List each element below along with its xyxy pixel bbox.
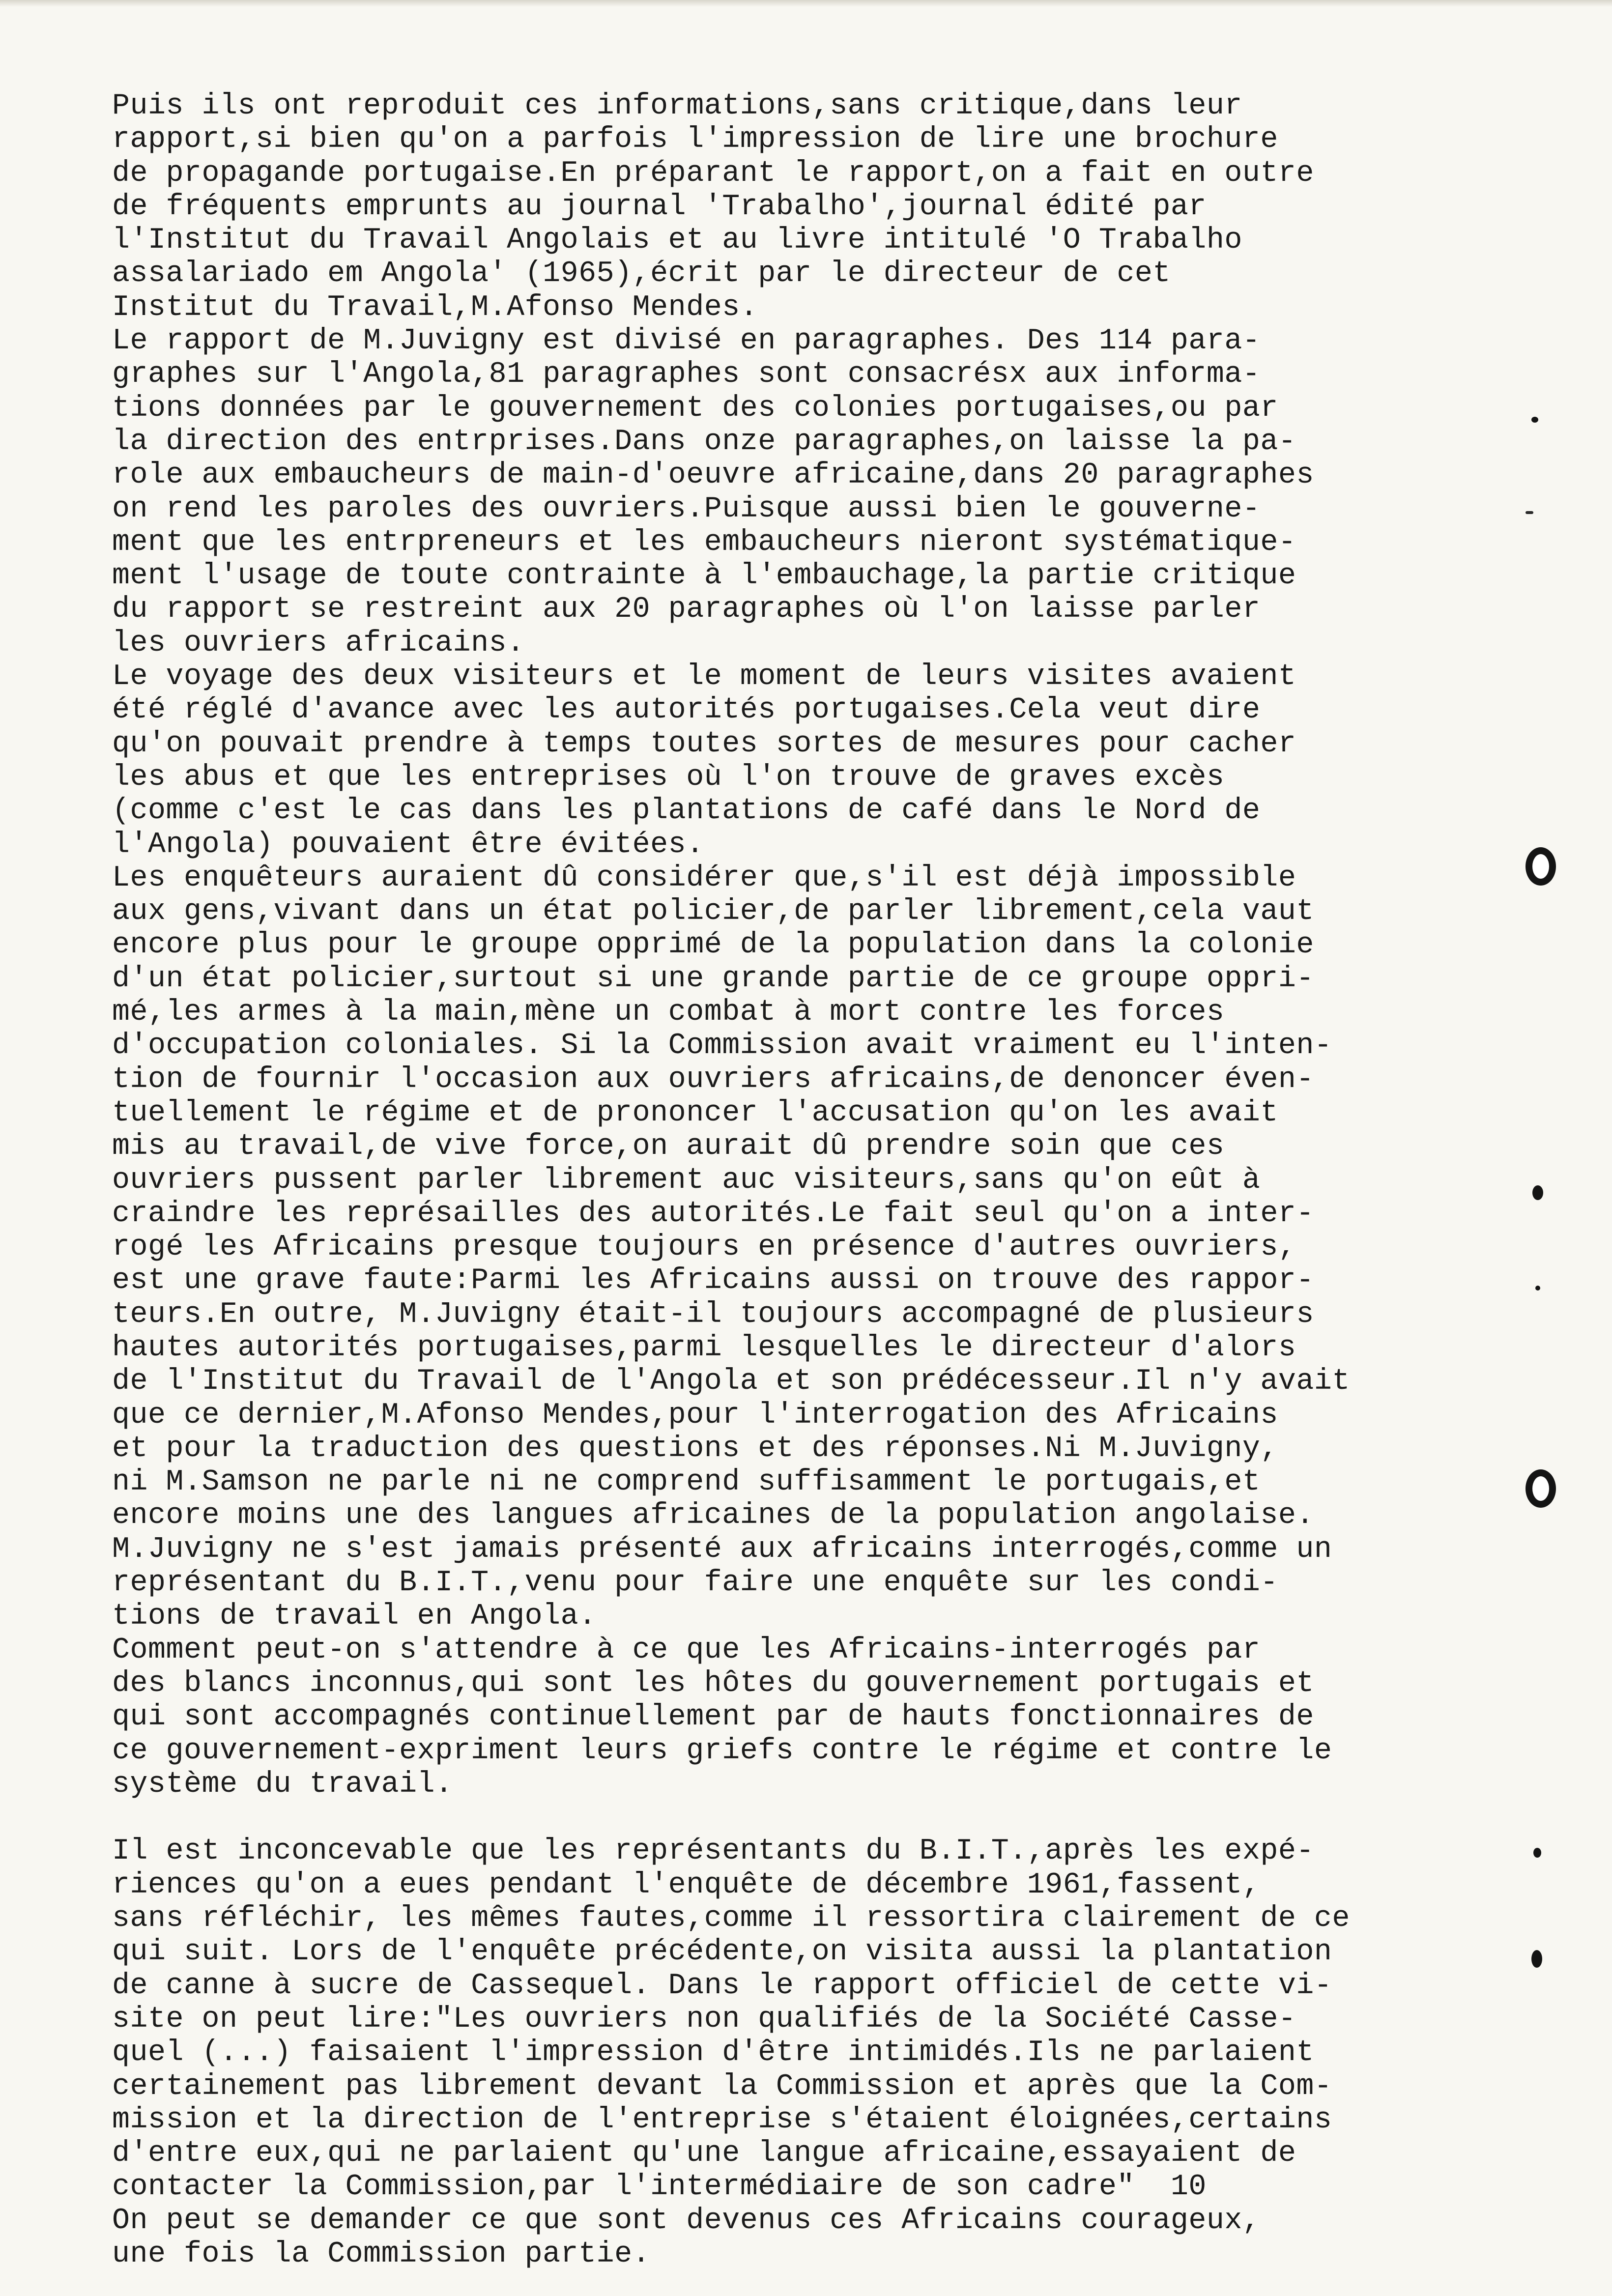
- text-line: Le voyage des deux visiteurs et le moment de leurs visites avaient: [112, 660, 1296, 694]
- text-line: Puis ils ont reproduit ces informations,sans critique,dans leur: [112, 89, 1242, 123]
- text-line: Le rapport de M.Juvigny est divisé en paragraphes. Des 114 para-: [112, 324, 1261, 358]
- text-line: qui suit. Lors de l'enquête précédente,on visita aussi la plantation: [112, 1935, 1332, 1969]
- blank-line: [112, 1801, 1483, 1835]
- text-line: tuellement le régime et de prononcer l'accusation qu'on les avait: [112, 1096, 1278, 1130]
- text-line: rapport,si bien qu'on a parfois l'impression de lire une brochure: [112, 123, 1278, 157]
- text-line: site on peut lire:"Les ouvriers non qualifiés de la Société Casse-: [112, 2002, 1296, 2036]
- text-line: les abus et que les entreprises où l'on trouve de graves excès: [112, 760, 1225, 794]
- text-line: la direction des entrprises.Dans onze paragraphes,on laisse la pa-: [112, 425, 1296, 459]
- text-line: graphes sur l'Angola,81 paragraphes sont consacrésx aux informa-: [112, 358, 1261, 392]
- text-line: Comment peut-on s'attendre à ce que les Africains-interrogés par: [112, 1633, 1261, 1667]
- text-line: certainement pas librement devant la Commission et après que la Com-: [112, 2069, 1332, 2103]
- text-line: de canne à sucre de Cassequel. Dans le rapport officiel de cette vi-: [112, 1969, 1332, 2003]
- text-line: M.Juvigny ne s'est jamais présenté aux africains interrogés,comme un: [112, 1532, 1332, 1566]
- margin-dot: [1533, 1848, 1541, 1858]
- text-line: est une grave faute:Parmi les Africains aussi on trouve des rappor-: [112, 1264, 1314, 1298]
- text-line: une fois la Commission partie.: [112, 2238, 651, 2271]
- margin-dot: [1532, 1185, 1543, 1200]
- text-line: mis au travail,de vive force,on aurait dû prendre soin que ces: [112, 1130, 1225, 1164]
- margin-tick: [1526, 511, 1533, 514]
- text-line: l'Angola) pouvaient être évitées.: [112, 828, 704, 861]
- text-line: Il est inconcevable que les représentants du B.I.T.,après les expé-: [112, 1835, 1314, 1868]
- text-line: contacter la Commission,par l'intermédiaire de son cadre" 10: [112, 2170, 1207, 2204]
- text-line: craindre les représailles des autorités.Le fait seul qu'on a inter-: [112, 1197, 1314, 1231]
- text-line: mé,les armes à la main,mène un combat à mort contre les forces: [112, 996, 1225, 1030]
- text-line: on rend les paroles des ouvriers.Puisque aussi bien le gouverne-: [112, 492, 1261, 526]
- text-line: tions de travail en Angola.: [112, 1600, 597, 1634]
- text-line: tion de fournir l'occasion aux ouvriers africains,de denoncer éven-: [112, 1062, 1314, 1096]
- text-line: aux gens,vivant dans un état policier,de parler librement,cela vaut: [112, 895, 1314, 929]
- text-line: hautes autorités portugaises,parmi lesquelles le directeur d'alors: [112, 1331, 1296, 1365]
- text-line: ce gouvernement-expriment leurs griefs contre le régime et contre le: [112, 1734, 1332, 1768]
- text-line: ni M.Samson ne parle ni ne comprend suffisamment le portugais,et: [112, 1465, 1261, 1499]
- text-line: Les enquêteurs auraient dû considérer que,s'il est déjà impossible: [112, 861, 1296, 895]
- text-line: assalariado em Angola' (1965),écrit par le directeur de cet: [112, 257, 1171, 291]
- text-line: On peut se demander ce que sont devenus ces Africains courageux,: [112, 2204, 1261, 2238]
- text-line: de propagande portugaise.En préparant le rapport,on a fait en outre: [112, 156, 1314, 190]
- page-top-edge: [0, 0, 1612, 7]
- text-line: role aux embaucheurs de main-d'oeuvre africaine,dans 20 paragraphes: [112, 459, 1314, 492]
- margin-dot: [1535, 1286, 1540, 1291]
- text-line: rogé les Africains presque toujours en présence d'autres ouvriers,: [112, 1231, 1296, 1264]
- text-line: l'Institut du Travail Angolais et au livre intitulé 'O Trabalho: [112, 224, 1242, 258]
- text-line: du rapport se restreint aux 20 paragraphes où l'on laisse parler: [112, 593, 1261, 627]
- text-line: riences qu'on a eues pendant l'enquête de décembre 1961,fassent,: [112, 1868, 1261, 1902]
- text-line: d'occupation coloniales. Si la Commission avait vraiment eu l'inten-: [112, 1029, 1332, 1063]
- text-line: d'entre eux,qui ne parlaient qu'une langue africaine,essayaient de: [112, 2137, 1296, 2171]
- text-line: ment que les entrpreneurs et les embaucheurs nieront systématique-: [112, 525, 1296, 559]
- text-line: sans réfléchir, les mêmes fautes,comme il ressortira clairement de ce: [112, 1902, 1350, 1936]
- text-line: tions données par le gouvernement des colonies portugaises,ou par: [112, 391, 1278, 425]
- text-line: encore plus pour le groupe opprimé de la population dans la colonie: [112, 928, 1314, 962]
- text-line: système du travail.: [112, 1767, 453, 1801]
- text-line: ouvriers pussent parler librement auc visiteurs,sans qu'on eût à: [112, 1163, 1261, 1197]
- text-line: teurs.En outre, M.Juvigny était-il toujours accompagné de plusieurs: [112, 1297, 1314, 1331]
- text-line: qu'on pouvait prendre à temps toutes sortes de mesures pour cacher: [112, 727, 1296, 761]
- text-line: des blancs inconnus,qui sont les hôtes du gouvernement portugais et: [112, 1666, 1314, 1700]
- text-line: qui sont accompagnés continuellement par de hauts fonctionnaires de: [112, 1700, 1314, 1734]
- text-line: mission et la direction de l'entreprise s'étaient éloignées,certains: [112, 2103, 1332, 2137]
- text-line: de l'Institut du Travail de l'Angola et son prédécesseur.Il n'y avait: [112, 1365, 1350, 1399]
- text-line: quel (...) faisaient l'impression d'être intimidés.Ils ne parlaient: [112, 2036, 1314, 2070]
- punch-hole: [1526, 1469, 1556, 1508]
- typewritten-text-body: [112, 89, 1483, 2271]
- margin-dot: [1531, 417, 1538, 423]
- text-line: encore moins une des langues africaines de la population angolaise.: [112, 1499, 1314, 1533]
- text-line: d'un état policier,surtout si une grande partie de ce groupe oppri-: [112, 962, 1314, 996]
- text-line: représentant du B.I.T.,venu pour faire une enquête sur les condi-: [112, 1566, 1278, 1600]
- text-line: de fréquents emprunts au journal 'Trabalho',journal édité par: [112, 190, 1207, 224]
- text-line: Institut du Travail,M.Afonso Mendes.: [112, 290, 758, 324]
- text-line: et pour la traduction des questions et des réponses.Ni M.Juvigny,: [112, 1432, 1278, 1465]
- text-line: que ce dernier,M.Afonso Mendes,pour l'interrogation des Africains: [112, 1398, 1278, 1432]
- text-line: été réglé d'avance avec les autorités portugaises.Cela veut dire: [112, 693, 1261, 727]
- margin-dot: [1531, 1950, 1542, 1968]
- text-line: les ouvriers africains.: [112, 626, 525, 660]
- punch-hole: [1526, 847, 1556, 886]
- text-line: (comme c'est le cas dans les plantations de café dans le Nord de: [112, 794, 1261, 828]
- text-line: ment l'usage de toute contrainte à l'embauchage,la partie critique: [112, 559, 1296, 593]
